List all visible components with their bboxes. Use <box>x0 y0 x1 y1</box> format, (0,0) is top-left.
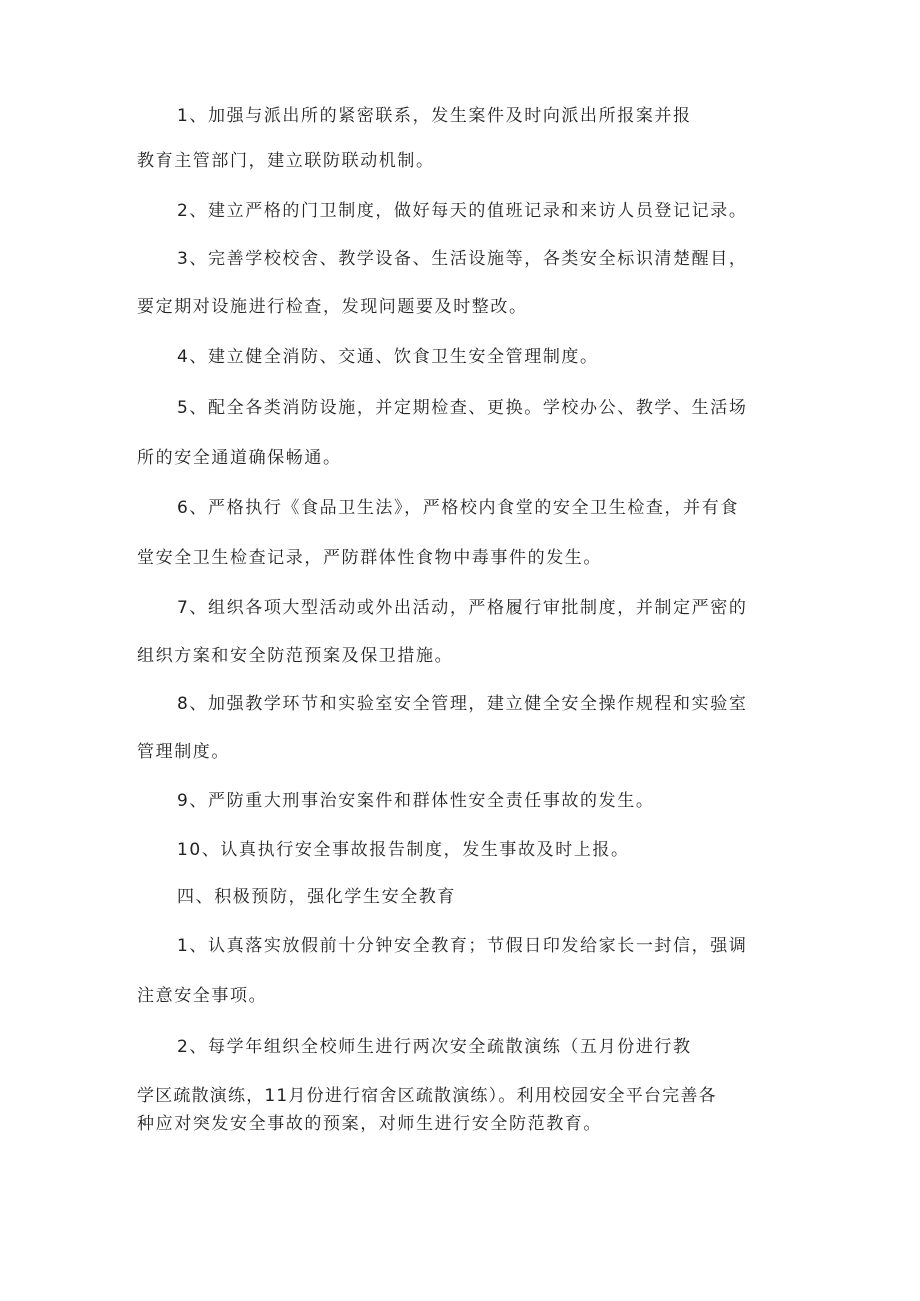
paragraph-3-line-1: 3、完善学校校舍、教学设备、生活设施等，各类安全标识清楚醒目， <box>177 249 748 269</box>
paragraph-1-line-1: 1、加强与派出所的紧密联系，发生案件及时向派出所报案并报 <box>177 106 692 126</box>
paragraph-4-line-1: 4、建立健全消防、交通、饮食卫生安全管理制度。 <box>177 347 599 367</box>
paragraph-6-line-2: 堂安全卫生检查记录，严防群体性食物中毒事件的发生。 <box>137 548 602 568</box>
paragraph-8-line-2: 管理制度。 <box>137 742 230 762</box>
edu-paragraph-2-line-2: 学区疏散演练，11月份进行宿舍区疏散演练）。利用校园安全平台完善各 <box>137 1086 717 1106</box>
paragraph-9-line-1: 9、严防重大刑事治安案件和群体性安全责任事故的发生。 <box>177 791 655 811</box>
paragraph-10-line-1: 10、认真执行安全事故报告制度，发生事故及时上报。 <box>177 840 630 860</box>
edu-paragraph-1-line-1: 1、认真落实放假前十分钟安全教育；节假日印发给家长一封信，强调 <box>177 936 748 956</box>
paragraph-5-line-2: 所的安全通道确保畅通。 <box>137 448 342 468</box>
paragraph-2-line-1: 2、建立严格的门卫制度，做好每天的值班记录和来访人员登记记录。 <box>177 201 748 221</box>
paragraph-7-line-1: 7、组织各项大型活动或外出活动，严格履行审批制度，并制定严密的 <box>177 598 748 618</box>
paragraph-3-line-2: 要定期对设施进行检查，发现问题要及时整改。 <box>137 297 528 317</box>
section-heading: 四、积极预防，强化学生安全教育 <box>177 887 456 907</box>
paragraph-8-line-1: 8、加强教学环节和实验室安全管理，建立健全安全操作规程和实验室 <box>177 694 748 714</box>
paragraph-6-line-1: 6、严格执行《食品卫生法》，严格校内食堂的安全卫生检查，并有食 <box>177 498 739 518</box>
edu-paragraph-2-line-1: 2、每学年组织全校师生进行两次安全疏散演练（五月份进行教 <box>177 1037 692 1057</box>
paragraph-7-line-2: 组织方案和安全防范预案及保卫措施。 <box>137 646 454 666</box>
edu-paragraph-1-line-2: 注意安全事项。 <box>137 986 268 1006</box>
paragraph-5-line-1: 5、配全各类消防设施，并定期检查、更换。学校办公、教学、生活场 <box>177 398 748 418</box>
edu-paragraph-2-line-3: 种应对突发安全事故的预案，对师生进行安全防范教育。 <box>137 1114 602 1134</box>
paragraph-1-line-2: 教育主管部门，建立联防联动机制。 <box>137 151 435 171</box>
